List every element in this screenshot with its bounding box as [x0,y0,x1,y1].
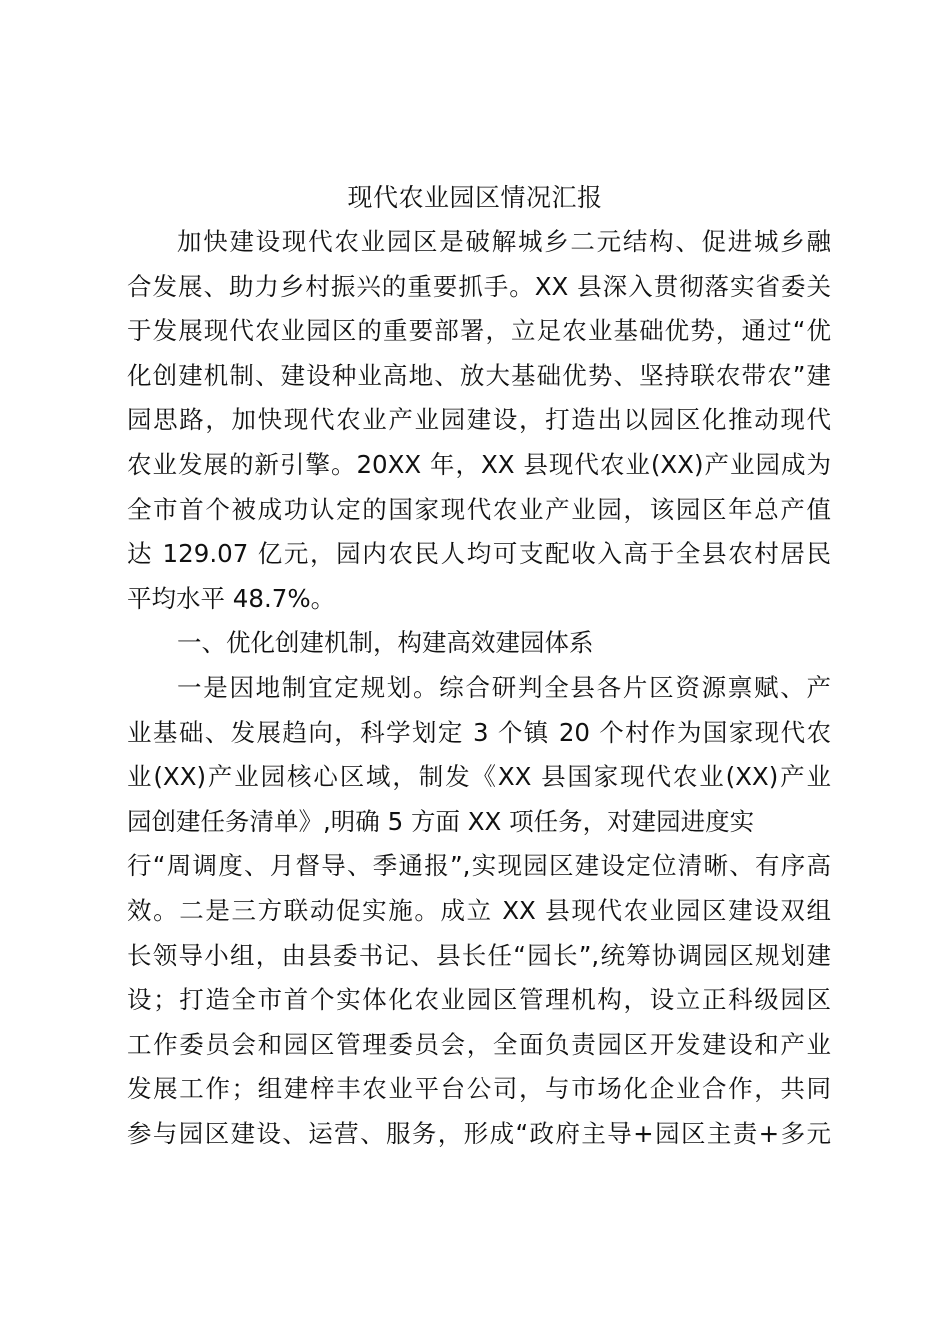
paragraph-line: 于发展现代农业园区的重要部署，立足农业基础优势，通过“优 [127,316,831,346]
paragraph-line: 发展工作；组建梓丰农业平台公司，与市场化企业合作，共同 [127,1074,831,1104]
section-heading: 一、优化创建机制，构建高效建园体系 [177,628,594,658]
paragraph-line: 农业发展的新引擎。20XX 年，XX 县现代农业(XX)产业园成为 [127,449,831,479]
paragraph-line: 长领导小组，由县委书记、县长任“园长”,统筹协调园区规划建 [127,940,831,970]
paragraph-line: 加快建设现代农业园区是破解城乡二元结构、促进城乡融 [177,227,831,256]
paragraph-line: 达 129.07 亿元，园内农民人均可支配收入高于全县农村居民 [127,539,831,569]
document-body [127,220,831,1156]
paragraph-line: 全市首个被成功认定的国家现代农业产业园，该园区年总产值 [127,494,831,524]
paragraph-line: 设；打造全市首个实体化农业园区管理机构，设立正科级园区 [127,985,831,1015]
document-title: 现代农业园区情况汇报 [347,183,603,212]
paragraph-line: 效。二是三方联动促实施。成立 XX 县现代农业园区建设双组 [127,895,831,925]
paragraph-line: 合发展、助力乡村振兴的重要抓手。XX 县深入贯彻落实省委关 [127,271,831,301]
paragraph-line: 园创建任务清单》,明确 5 方面 XX 项任务，对建园进度实 [127,806,755,836]
paragraph-line: 工作委员会和园区管理委员会，全面负责园区开发建设和产业 [127,1029,831,1059]
paragraph-line: 平均水平 48.7%。 [127,583,336,613]
paragraph-line: 一是因地制宜定规划。综合研判全县各片区资源禀赋、产 [177,672,831,702]
paragraph-line: 业(XX)产业园核心区域，制发《XX 县国家现代农业(XX)产业 [127,762,831,792]
paragraph-line: 化创建机制、建设种业高地、放大基础优势、坚持联农带农”建 [127,360,831,390]
paragraph-line: 园思路，加快现代农业产业园建设，打造出以园区化推动现代 [127,405,831,435]
paragraph-line: 参与园区建设、运营、服务，形成“政府主导+园区主责+多元 [127,1118,831,1148]
paragraph-line: 业基础、发展趋向，科学划定 3 个镇 20 个村作为国家现代农 [127,717,831,747]
paragraph-line: 行“周调度、月督导、季通报”,实现园区建设定位清晰、有序高 [127,851,831,881]
